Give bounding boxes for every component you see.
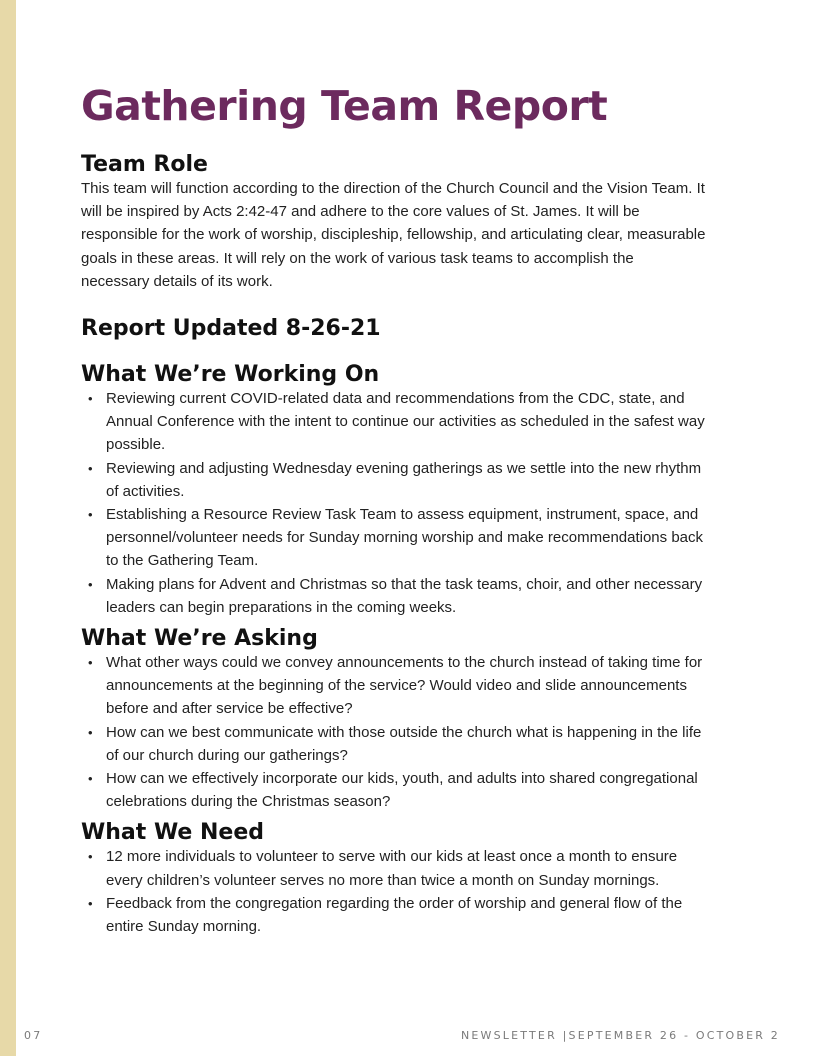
list-item-text: Reviewing and adjusting Wednesday evening gatherings as we settle into the new rhythm of activities. [106,459,702,500]
report-content [81,78,706,938]
asking-heading: What We’re Asking [81,626,318,652]
footer-newsletter-date: NEWSLETTER |SEPTEMBER 26 - OCTOBER 2 [460,1029,780,1042]
need-heading: What We Need [81,820,265,846]
bullet-icon: • [88,895,93,911]
list-item [81,457,706,503]
bullet-icon: • [88,771,93,787]
list-item [81,651,706,721]
list-item-text: How can we effectively incorporate our kids, youth, and adults into shared congregational celebrations during the Christmas season? [106,770,698,811]
list-item [81,503,706,573]
list-item-text: Reviewing current COVID-related data and recommendations from the CDC, state, and Annual Conference with the intent to continue our activities as scheduled in the safest way possible. [106,390,705,454]
list-item-text: Making plans for Advent and Christmas so that the task teams, choir, and other necessary leaders can begin preparations in the coming weeks. [106,575,703,616]
bullet-icon: • [88,507,93,523]
bullet-icon: • [88,391,93,407]
side-accent-bar [0,0,16,1056]
list-item-text: What other ways could we convey announcements to the church instead of taking time for announcements at the beginning of the service? Would video and slide announcements before and after service be effective? [106,654,703,718]
bullet-icon: • [88,724,93,740]
working-on-list [81,387,706,619]
working-on-heading: What We’re Working On [81,362,380,388]
bullet-icon: • [88,576,93,592]
team-role-body: This team will function according to the direction of the Church Council and the Vision Team. It will be inspired by Acts 2:42-47 and adhere to the core values of St. James. It will be responsible for the work of worship, discipleship, fellowship, and articulating clear, measurable goals in these areas. It will rely on the work of various task teams to accomplish the necessary details of its work. [81,180,706,290]
list-item [81,892,706,938]
list-item-text: 12 more individuals to volunteer to serve with our kids at least once a month to ensure every children’s volunteer serves no more than twice a month on Sunday mornings. [106,848,678,889]
page-title: Gathering Team Report [81,82,608,130]
list-item [81,387,706,457]
list-item [81,721,706,767]
asking-list [81,651,706,813]
list-item-text: Establishing a Resource Review Task Team to assess equipment, instrument, space, and personnel/volunteer needs for Sunday morning worship and make recommendations back to the Gathering Team. [106,506,704,570]
report-updated-heading: Report Updated 8-26-21 [81,316,381,342]
team-role-heading: Team Role [81,152,208,177]
list-item [81,573,706,619]
need-list [81,845,706,938]
bullet-icon: • [88,655,93,671]
bullet-icon: • [88,849,93,865]
list-item [81,767,706,813]
list-item-text: How can we best communicate with those outside the church what is happening in the life of our church during our gatherings? [106,723,702,764]
list-item-text: Feedback from the congregation regarding the order of worship and general flow of the entire Sunday morning. [106,894,683,936]
bullet-icon: • [88,460,93,476]
list-item [81,845,706,891]
page-number: 07 [24,1029,43,1042]
